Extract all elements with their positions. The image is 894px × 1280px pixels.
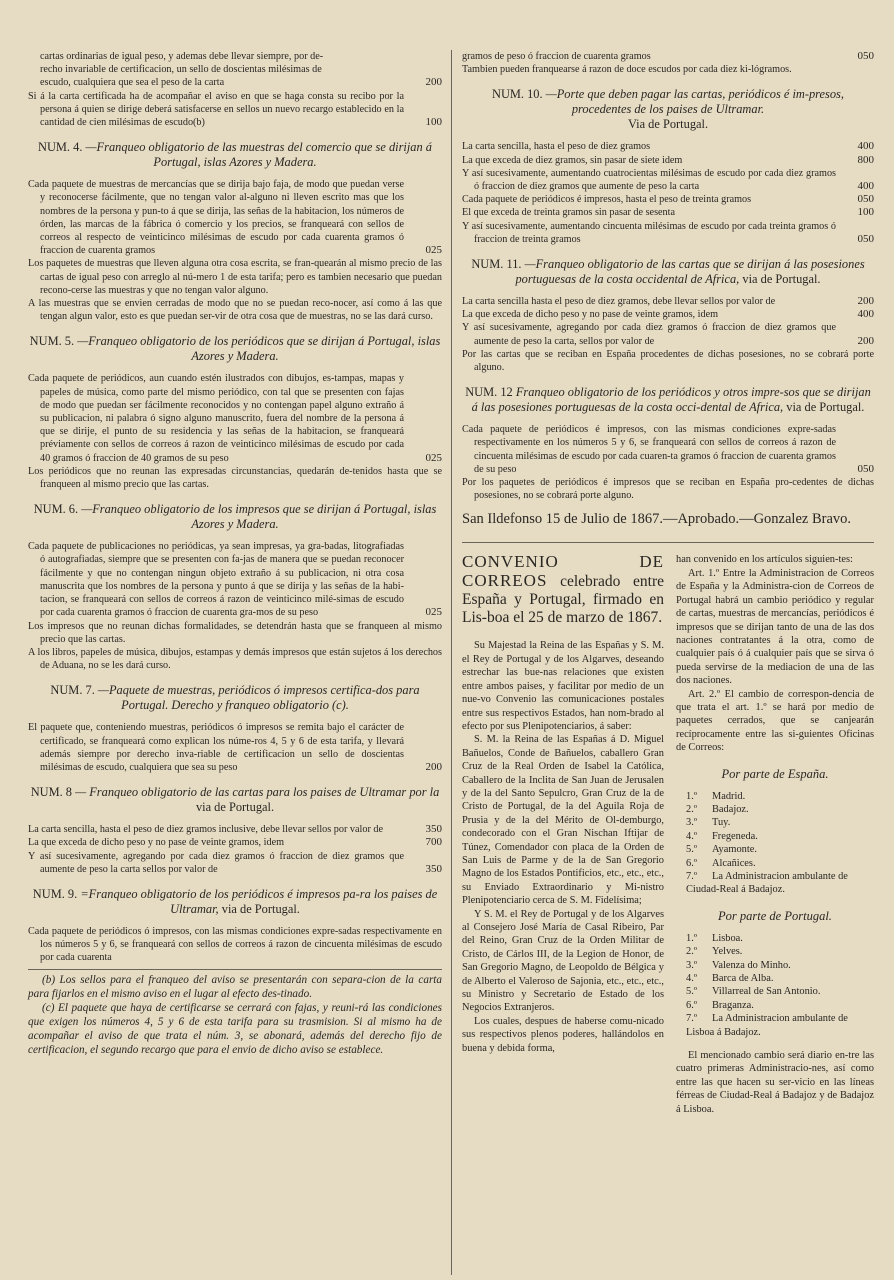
office-number: 6.º xyxy=(686,857,698,869)
rate-amount: 400 xyxy=(857,308,874,321)
rate-row xyxy=(28,836,442,849)
convenio-paragraph: Su Majestad la Reina de las Españas y S. M. el Rey de Portugal y de los Algarves, deseando estrechar las bue-nas relaciones que existen entre ambos paises, y facilitar por medio de un nue-vo Convenio las comunicaciones postales entre sus respectivos Estados, han nom-brado al efecto por sus Plenipotenciarios, á saber: xyxy=(462,640,664,732)
rate-amount: 025 xyxy=(425,451,442,464)
rate-text: Cada paquete de muestras de mercancías que se dirija bajo faja, de modo que puedan verse y reconocerse fácilmente, que no tengan valor al-alguno ni lleven escrito mas que los nombres de la persona y pun-to á que se dirija, las señas de la habitacion, los números de órden, las marcas de la fábrica ó comercio y los precios, se franqueará con sellos de correos al respecto de veinticinco milésimas de escudo por cada cuarenta gramos ó fraccion de cuarenta gramos xyxy=(28,179,404,257)
rate-text: Cada paquete de publicaciones no periódicas, ya sean impresas, ya gra-badas, litografiadas ó autografiadas, siempre que se presenten con fa-jas de manera que se puedan reconocer fácilmente y que no contengan ningun objeto extraño á su publicacion, ni otra cosa manuscrita que los nombres de la persona y punto á que se dirija y las señas de la habi-tacion, se franqueará con sellos de correos á razon de veinticinco milé-simas de escudo por cada cuarenta gramos ó fraccion de cuarenta gra-mos de su peso xyxy=(28,541,404,619)
rate-text: Cada paquete de periódicos é impresos, con las mismas condiciones expre-sadas respectivamente en los números 5 y 6, se franqueará con sellos de correos á razon de cincuenta milésimas de escudo por cada cuaren-ta gramos ó fraccion de cuarenta gramos de su peso xyxy=(462,424,836,475)
rate-text: Y así sucesivamente, agregando por cada diez gramos ó fraccion de diez gramos que aumente de peso la carta sellos por valor de xyxy=(28,850,404,875)
section-title: — Franqueo obligatorio de las cartas para los paises de Ultramar por la xyxy=(75,785,440,800)
convenio-title-rest: celebrado entre España y Portugal, firmado en Lis-boa el 25 de marzo de 1867. xyxy=(462,573,665,627)
section-number: NUM. 10. xyxy=(492,87,543,102)
rate-row xyxy=(462,193,874,206)
rate-amount: 100 xyxy=(425,116,442,129)
rule-text: Tambien pueden franquearse á razon de doce escudos por cada diez ki-lógramos. xyxy=(462,64,792,76)
article-1: Art. 1.º Entre la Administracion de Correos de España y la Administra-cion de Correos de Portugal habrá un cambio periódico y regular de cartas, muestras de mercancías, periódicos é impresos que se dirijan tanto de una de las dos naciones contratantes á la otra, como de cualquier país ó á cualquier país que se sirva ó pueda servirse de la mediacion de una de las dos naciones. xyxy=(676,567,874,687)
rate-text: La que exceda de dicho peso y no pase de veinte gramos, idem xyxy=(28,837,285,849)
section-number: NUM. 7. xyxy=(50,683,95,698)
rate-text: El paquete que, conteniendo muestras, periódicos ó impresos se remita bajo el carácter de certificado, se franqueará como explican los núme-ros 4, 5 y 6 de esta tarifa, y llevará además siempre por derecho inva-riable de certificacion un sello de doscientas milésimas de escudo, cualquiera que sea su peso xyxy=(28,722,404,773)
section-number: NUM. 8 xyxy=(30,785,73,800)
office-name: La Administracion ambulante de Ciudad-Real á Badajoz. xyxy=(686,871,848,896)
convenio-title-main: CONVENIO DE CORREOS xyxy=(462,552,664,591)
rate-text: Y así sucesivamente, aumentando cincuenta milésimas de escudo por cada treinta gramos ó fraccion de treinta gramos xyxy=(462,220,836,245)
rate-text: Cada paquete de periódicos, aun cuando estén ilustrados con dibujos, es-tampas, mapas y papeles de música, como parte del mismo periódico, con tal que se presenten con fajas de modo que puedan ser fácilmente reconocidos y no contengan papel alguno extraño á su publicacion, ni palabra ó signo alguno manuscrito, fuera del nombre de la persona á que se dirije, el punto de su residencia y las señas de la habitacion, se franqueará préviamente con sellos de correos á razon de veinticinco milésimas de escudo por cada 40 gramos ó fraccion de 40 gramos de su peso xyxy=(28,373,404,464)
rate-text: Cada paquete de periódicos é impresos, hasta el peso de treinta gramos xyxy=(462,194,752,206)
section-title: —Franqueo obligatorio de las muestras del comercio que se dirijan á Portugal, islas Azores y Madera. xyxy=(85,140,432,170)
rate-amount: 200 xyxy=(857,295,874,308)
section-title: —Franqueo obligatorio de los periódicos que se dirijan á Portugal, islas Azores y Madera. xyxy=(77,334,441,364)
rate-row xyxy=(462,140,874,153)
office-item xyxy=(676,857,874,870)
rate-amount: 700 xyxy=(425,836,442,849)
rate-row xyxy=(462,423,874,476)
section-title: —Paquete de muestras, periódicos ó impresos certifica-dos para Portugal. Derecho y franqueo obligatorio (c). xyxy=(97,683,420,713)
section-heading-num-8 xyxy=(28,785,442,815)
section-subtitle: via de Portugal. xyxy=(195,800,275,815)
office-item xyxy=(676,959,874,972)
rate-row xyxy=(462,50,874,63)
office-number: 1.º xyxy=(686,790,698,802)
convenio-left-subcolumn xyxy=(462,553,664,1055)
section-subtitle: via de Portugal. xyxy=(221,901,300,916)
rate-amount: 200 xyxy=(857,334,874,347)
left-column xyxy=(28,50,442,1057)
section-title: =Franqueo obligatorio de los periódicos é impresos pa-ra los paises de Ultramar, xyxy=(80,886,438,916)
office-number: 2.º xyxy=(686,803,698,815)
convenio-paragraph: han convenido en los artículos siguien-tes: xyxy=(676,554,853,566)
office-item xyxy=(676,830,874,843)
office-item xyxy=(676,1012,874,1039)
section-title: —Franqueo obligatorio de las cartas que se dirijan á las posesiones portuguesas de la costa occidental de Africa, xyxy=(515,257,865,287)
intro-line: cartas ordinarias de igual peso, y ademas debe llevar siempre, por de- xyxy=(40,51,324,62)
office-name: Badajoz. xyxy=(712,803,749,815)
office-number: 6.º xyxy=(686,999,698,1011)
section-heading-num-5 xyxy=(28,334,442,364)
footnotes xyxy=(28,969,442,1057)
rate-text: La que exceda de dicho peso y no pase de veinte gramos, idem xyxy=(462,309,719,321)
section-number: NUM. 6. xyxy=(33,502,79,517)
article-2: Art. 2.º El cambio de correspon-dencia de que trata el art. 1.º se hará por medio de paquetes cerrados, que se canjearán recíprocamente entre las si-guientes Oficinas de Correos: xyxy=(676,688,874,754)
section-heading-num-4 xyxy=(28,140,442,170)
rate-amount: 400 xyxy=(857,140,874,153)
rate-row xyxy=(462,295,874,308)
office-name: Fregeneda. xyxy=(712,830,758,842)
rule-text: Cada paquete de periódicos ó impresos, con las mismas condiciones expre-sadas respectivamente en los números 5 y 6, se franqueará con sellos de correos á razon de cincuenta milésimas de escudo por cada cuarenta xyxy=(28,925,442,964)
office-item xyxy=(676,999,874,1012)
office-number: 1.º xyxy=(686,932,698,944)
rule-text: Los periódicos que no reunan las expresadas circunstancias, quedarán de-tenidos hasta que se franqueen al mismo precio que las cartas. xyxy=(28,465,442,491)
rate-row xyxy=(462,308,874,321)
office-name: Madrid. xyxy=(712,790,746,802)
rate-text: La carta sencilla, hasta el peso de diez gramos xyxy=(462,141,651,153)
rate-text: La carta sencilla hasta el peso de diez gramos, debe llevar sellos por valor de xyxy=(462,296,776,308)
intro-line: recho invariable de certificacion, un sello de doscientas milésimas de xyxy=(40,64,322,76)
footnote-c: (c) El paquete que haya de certificarse se cerrará con fajas, y reuni-rá las condiciones que exigen los números 4, 5 y 6 de esta tarifa para su trasmision. Si al mismo ha de acompañar el aviso de que trata el núm. 3, se abonará, además del derecho fijo de certificacion, el segundo recargo que para el envio de dicho aviso se establece. xyxy=(28,1001,442,1056)
office-name: La Administracion ambulante de Lisboa á Badajoz. xyxy=(686,1013,848,1038)
rate-row xyxy=(28,540,442,619)
rate-text: Y así sucesivamente, aumentando cuatrocientas milésimas de escudo por cada diez gramos ó fraccion de diez gramos que aumente de peso la carta xyxy=(462,167,836,193)
rate-amount: 200 xyxy=(425,760,442,773)
office-number: 5.º xyxy=(686,844,698,856)
office-number: 2.º xyxy=(686,946,698,958)
signature-line: San Ildefonso 15 de Julio de 1867.—Aprobado.—Gonzalez Bravo. xyxy=(462,511,852,528)
office-number: 4.º xyxy=(686,830,698,842)
section-title: Franqueo obligatorio de los periódicos y otros impre-sos que se dirijan á las posesiones portuguesas de la costa occi-dental de Africa, xyxy=(471,385,871,415)
rule-text: Por los paquetes de periódicos é impresos que se reciban en España pro-cedentes de dichas posesiones, no se cobrará porte alguno. xyxy=(462,477,874,502)
rate-amount: 025 xyxy=(425,606,442,619)
office-item xyxy=(676,945,874,958)
rate-text: gramos de peso ó fraccion de cuarenta gramos xyxy=(462,51,651,62)
office-item xyxy=(676,972,874,985)
aviso-text: Si á la carta certificada ha de acompañar el aviso en que se haga consta su recibo por la persona á quien se dirige deberá satisfacerse en sellos un nuevo recargo establecido en la cantidad de cien milésimas de escudo(b) xyxy=(28,90,404,129)
rate-text: Y así sucesivamente, agregando por cada diez gramos ó fraccion de diez gramos que aumente de peso la carta, sellos por valor de xyxy=(462,322,836,347)
intro-row xyxy=(28,50,442,90)
office-item xyxy=(676,932,874,945)
rule-text: Los paquetes de muestras que lleven alguna otra cosa escrita, se fran-quearán al mismo precio de las cartas de igual peso con arreglo al nú-mero 1 de esta tarifa; pero es tambien necesario que puedan recono-cerse las muestras y que no tengan valor alguno. xyxy=(28,258,442,296)
rule-text: Los impresos que no reunan dichas formalidades, se detendrán hasta que se franqueen al mismo precio que las cartas. xyxy=(28,620,442,645)
rate-text: La que exceda de diez gramos, sin pasar de siete idem xyxy=(462,154,683,166)
spain-offices-heading: Por parte de España. xyxy=(721,766,829,781)
office-item xyxy=(676,985,874,998)
office-item xyxy=(676,870,874,897)
office-name: Lisboa. xyxy=(712,932,743,944)
rate-row xyxy=(462,220,874,246)
office-number: 3.º xyxy=(686,817,698,829)
section-subtitle: via de Portugal. xyxy=(742,272,821,287)
section-subtitle: via de Portugal. xyxy=(786,400,865,415)
rate-row xyxy=(28,850,442,876)
right-column xyxy=(462,50,874,1115)
office-name: Ayamonte. xyxy=(712,844,757,856)
rate-amount: 800 xyxy=(857,153,874,166)
convenio-right-subcolumn xyxy=(676,553,874,1116)
section-number: NUM. 11. xyxy=(471,257,522,272)
rate-amount: 050 xyxy=(857,50,874,62)
office-item xyxy=(676,816,874,829)
convenio-paragraph: S. M. la Reina de las Españas á D. Miguel Bañuelos, Conde de Bañuelos, caballero Gran Cruz de la Real Orden de Isabel la Católica, Caballero de la Inclita de San Juan de Jerusalen y de la del Santo Sepulcro, Gran Cruz de la de Cristo de Portugal, de la del Aguila Roja de Prusia y de la del Mérito de Ol-demburgo, condecorado con el Gran Nischan Iftijar de Túnez, Comendador con placa de la Orden de San Luis de Parme y de la de San Gregorio Magno de los Estados Pontificios, etc., etc., etc., su Enviado Extraordinario y Mi-nistro Plenipotenciario cerca de S. M. Fidelísima; xyxy=(462,734,664,907)
section-heading-num-6 xyxy=(28,502,442,532)
rate-amount: 050 xyxy=(857,232,874,245)
rate-amount: 350 xyxy=(425,862,442,875)
rate-row xyxy=(28,823,442,836)
office-name: Yelves. xyxy=(712,946,743,958)
intro-line: escudo, cualquiera que sea el peso de la carta xyxy=(40,77,225,89)
aviso-row xyxy=(28,90,442,130)
section-title: —Franqueo obligatorio de los impresos que se dirijan á Portugal, islas Azores y Madera. xyxy=(81,502,437,532)
rate-amount: 100 xyxy=(857,206,874,219)
section-number: NUM. 9. xyxy=(32,886,78,901)
office-name: Barca de Alba. xyxy=(712,973,774,985)
rate-text: El que exceda de treinta gramos sin pasar de sesenta xyxy=(462,207,676,219)
section-separator xyxy=(462,542,874,543)
rate-row xyxy=(462,167,874,193)
rate-row xyxy=(462,154,874,167)
closing-paragraph: El mencionado cambio será diario en-tre las cuatro primeras Administracio-nes, así como entre las que hacen su ser-vicio en las líneas férreas de Ciudad-Real á Badajoz y de Badajoz á Lisboa. xyxy=(676,1050,874,1115)
section-title: —Porte que deben pagar las cartas, periódicos é im-presos, procedentes de los paises de Ultramar. xyxy=(545,87,844,117)
section-number: NUM. 4. xyxy=(38,140,83,155)
rule-text: A las muestras que se envien cerradas de modo que no se puedan reco-nocer, así como á las que tengan algun valor, esto es que puedan ser-vir de otra cosa que de muestras, no se las dará curso. xyxy=(28,298,442,323)
office-item xyxy=(676,803,874,816)
office-item xyxy=(676,790,874,803)
section-heading-num-9 xyxy=(28,887,442,917)
section-number: NUM. 12 xyxy=(465,385,513,400)
section-heading-num-11 xyxy=(462,257,874,287)
rate-row xyxy=(28,178,442,257)
rate-row xyxy=(462,321,874,347)
convenio-paragraph: Los cuales, despues de haberse comu-nicado sus respectivos plenos poderes, hallándolos en buena y debida forma, xyxy=(462,1015,664,1054)
office-name: Alcañices. xyxy=(712,857,756,869)
rule-text: Por las cartas que se reciban en España procedentes de dichas posesiones, no se cobrará porte alguno. xyxy=(462,348,874,374)
rate-amount: 200 xyxy=(425,76,442,89)
rate-row xyxy=(462,206,874,219)
section-heading-num-10 xyxy=(462,87,874,132)
office-number: 5.º xyxy=(686,986,698,998)
footnote-b: (b) Los sellos para el franqueo del aviso se presentarán con separa-cion de la carta para fijarlos en el mismo aviso en el lugar al efecto des-tinado. xyxy=(28,973,442,1000)
rule-text: A los libros, papeles de música, dibujos, estampas y demás impresos que están sujetos á los derechos de Aduana, no se les dará curso. xyxy=(28,646,442,672)
office-number: 7.º xyxy=(686,871,698,882)
office-item xyxy=(676,843,874,856)
rate-amount: 050 xyxy=(857,462,874,475)
section-heading-num-7 xyxy=(28,683,442,713)
office-number: 7.º xyxy=(686,1013,698,1025)
section-subtitle: Via de Portugal. xyxy=(627,117,709,132)
column-divider xyxy=(451,50,452,1275)
section-heading-num-12 xyxy=(462,385,874,415)
portugal-offices-heading: Por parte de Portugal. xyxy=(718,908,832,923)
rate-row xyxy=(28,721,442,774)
rate-amount: 025 xyxy=(425,244,442,257)
office-name: Tuy. xyxy=(712,817,731,829)
office-name: Braganza. xyxy=(712,999,754,1011)
rate-amount: 050 xyxy=(857,193,874,206)
office-name: Valenza do Minho. xyxy=(712,959,791,971)
convenio-paragraph: Y S. M. el Rey de Portugal y de los Algarves al Consejero José María de Casal Ribeiro, Par del Reino, Gran Cruz de la Orden Militar de Cristo, de Cárlos III, de la Legion de Honor, de San Gregorio Magno, de Leopoldo de Bélgica y de Alberto el Valeroso de Sajonia, etc., etc., etc., su Ministro y Secretario de Estado de los Negocios Extranjeros. xyxy=(462,908,664,1014)
rate-text: La carta sencilla, hasta el peso de diez gramos inclusive, debe llevar sellos por valor de xyxy=(28,824,384,836)
rate-amount: 350 xyxy=(425,823,442,836)
section-number: NUM. 5. xyxy=(29,334,75,349)
office-name: Villarreal de San Antonio. xyxy=(712,986,821,998)
rate-row xyxy=(28,372,442,464)
office-number: 3.º xyxy=(686,959,698,971)
convenio-title xyxy=(462,553,664,627)
rate-amount: 400 xyxy=(857,180,874,193)
office-number: 4.º xyxy=(686,973,698,985)
